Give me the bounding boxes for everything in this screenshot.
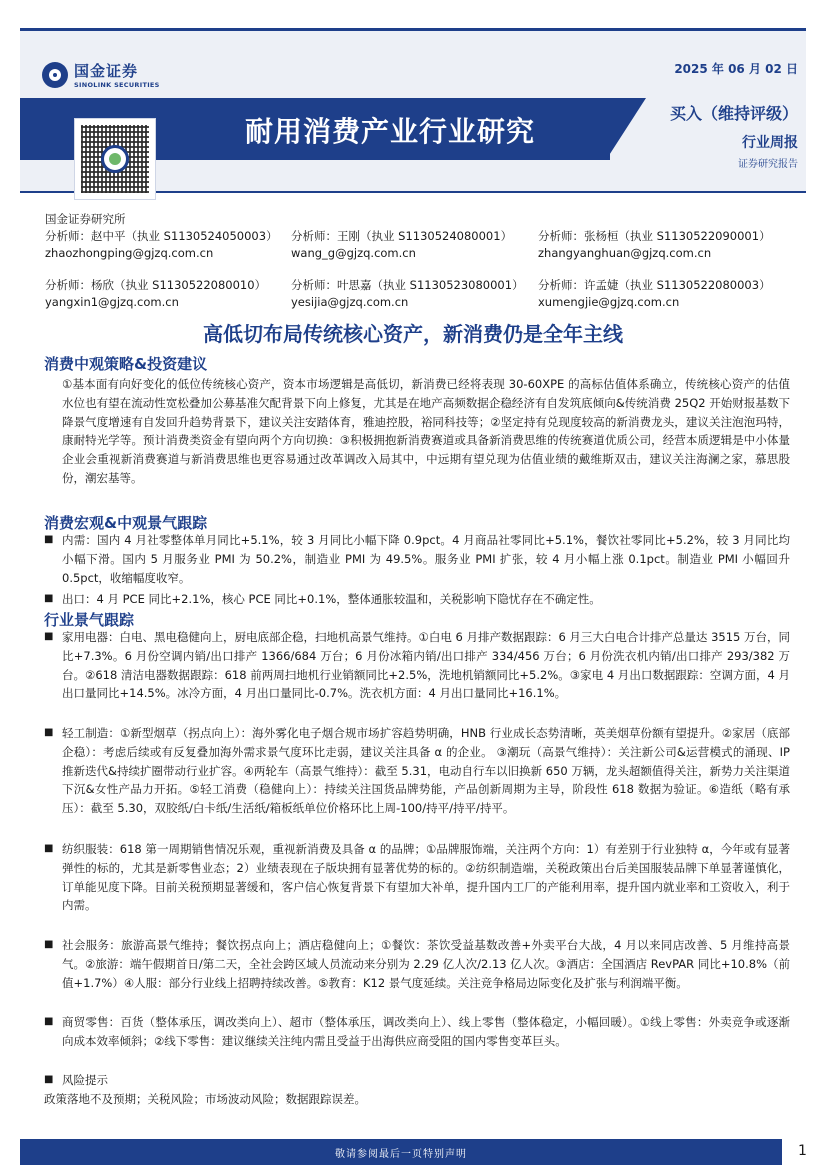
page-number: 1: [798, 1143, 807, 1159]
bullet-marker: ■: [44, 727, 54, 738]
strategy-paragraph: ①基本面有向好变化的低位传统核心资产，资本市场逻辑是高低切，新消费已经将表现 30-60XPE 的高标估值体系确立，传统核心资产的估值水位也有望在流动性宽松叠加公募基准欠配背景下向上修复，尤其是在地产高频数据企稳经济有自发筑底倾向&传统消费 25Q2 开始财报基数下降景气度增速有自发回升趋势背景下，建议关注安踏体育，雅迪控股，裕同科技等；②坚定持有兑现度较高的新消费龙头，建议关注泡泡玛特，康耐特光学等。预计消费类资金有望向两个方向切换：③积极拥抱新消费赛道或具备新消费思维的传统赛道优质公司，经营本质逻辑是中小体量企业会重视新消费赛道与新消费思维也更容易通过改革调改入局其中，中远期有望兑现为估值业绩的戴维斯双击，建议关注海澜之家，慕思股份，潮宏基等。: [62, 377, 790, 485]
bullet-textile-apparel: 纺织服装：618 第一周期销售情况乐观，重视新消费及具备 α 的品牌；①品牌服饰端，关注两个方向：1）有差别于行业独特 α，今年或有显著弹性的标的，尤其是新零售业态；2）业绩表现在子版块拥有显著优势的标的。②纺织制造端，关税政策出台后美国服装品牌下单显著谨慎化，订单能见度下降。目前关税预期显著缓和，客户信心恢复背景下有望加大补单，提升国内工厂的产能利用率，提升国内就业率和工资收入，利于内需。: [62, 842, 790, 913]
analyst-email: zhaozhongping@gjzq.com.cn: [45, 246, 214, 260]
analyst-name: 分析师：赵中平（执业 S1130524050003）: [45, 229, 278, 243]
section-title-industry: 行业景气跟踪: [44, 611, 135, 629]
bullet-marker: ■: [44, 631, 54, 642]
bullet-home-appliances: 家用电器：白电、黑电稳健向上，厨电底部企稳，扫地机高景气维持。①白电 6 月排产数据跟踪：6 月三大白电合计排产总量达 3515 万台，同比+7.3%。6 月份空调内销/出口排产 1366/684 万台；6 月份冰箱内销/出口排产 334/456 万台；6 月份洗衣机内销/出口排产 293/382 万台。②618 清洁电器数据跟踪：618 前两周扫地机行业销额同比+2.5%，洗地机销额同比+5.2%。③家电 4 月出口数据跟踪：空调方面，4 月出口量同比+14.5%。冰冷方面，4 月出口量同比-0.7%。洗衣机方面：4 月出口量同比+16.1%。: [62, 630, 790, 701]
bullet-marker: ■: [44, 534, 54, 545]
analyst-email: zhangyanghuan@gjzq.com.cn: [538, 246, 712, 260]
qr-code-icon: [74, 118, 156, 200]
analyst-email: yangxin1@gjzq.com.cn: [45, 295, 179, 309]
analyst-3: [538, 228, 771, 262]
header-top-rule: [20, 28, 806, 31]
analyst-1: [45, 228, 278, 262]
rating: 买入（维持评级）: [669, 104, 798, 123]
report-type: 行业周报: [742, 135, 798, 151]
bullet-social-services: 社会服务：旅游高景气维持；餐饮拐点向上；酒店稳健向上；①餐饮：茶饮受益基数改善+外卖平台大战，4 月以来同店改善、5 月维持高景气。②旅游：端午假期首日/第二天，全社会跨区域人员流动来分别为 2.29 亿人次/2.13 亿人次。③酒店：全国酒店 RevPAR 同比+10.8%（前值+1.7%）④人服：部分行业线上招聘持续改善。⑤教育：K12 景气度延续。关注竞争格局边际变化及扩张与利润端平衡。: [62, 938, 790, 990]
logo-cn: 国金证券: [74, 62, 139, 80]
footer-disclaimer: 敬请参阅最后一页特别声明: [335, 1149, 467, 1160]
risk-text: 政策落地不及预期；关税风险；市场波动风险；数据跟踪误差。: [44, 1092, 366, 1106]
analyst-2: [291, 228, 512, 262]
title-bar-edge: [606, 98, 646, 160]
bullet-retail: 商贸零售：百货（整体承压，调改类向上）、超市（整体承压，调改类向上）、线上零售（整体稳定，小幅回暖）。①线上零售：外卖竞争或逐渐向成本效率倾斜；②线下零售：建议继续关注纯内需且受益于出海供应商受阻的国内零售变革巨头。: [62, 1015, 790, 1048]
analyst-email: wang_g@gjzq.com.cn: [291, 246, 416, 260]
bullet-marker: ■: [44, 1074, 54, 1085]
analyst-name: 分析师：王刚（执业 S1130524080001）: [291, 229, 513, 243]
section-title-macro: 消费宏观&中观景气跟踪: [44, 514, 208, 532]
analyst-6: [538, 277, 771, 311]
bullet-light-industry: 轻工制造：①新型烟草（拐点向上）：海外雾化电子烟合规市场扩容趋势明确，HNB 行业成长态势清晰，英美烟草份额有望提升。②家居（底部企稳）：考虑后续或有反复叠加海外需求景气度环比走弱，建议关注具备 α 的企业。 ③潮玩（高景气维持）：关注新公司&运营模式的涌现、IP 推新迭代&持续扩圈带动行业扩容。④两轮车（高景气维持）：截至 5.31，电动自行车以旧换新 650 万辆，龙头超额值得关注，新势力关注渠道下沉&女性产品力开拓。⑤轻工消费（稳健向上）：持续关注国货品牌势能，产品创新周期为主导，阶段性 618 数据为验证。⑥造纸（略有承压）：截至 5.30，双胶纸/白卡纸/生活纸/箱板纸单位价格环比上周-100/持平/持平/持平。: [62, 726, 790, 816]
analyst-name: 分析师：叶思嘉（执业 S1130523080001）: [291, 278, 524, 292]
logo-en: SINOLINK SECURITIES: [74, 81, 160, 89]
analyst-email: xumengjie@gjzq.com.cn: [538, 295, 680, 309]
logo-mark-icon: [42, 62, 68, 88]
bullet-marker: ■: [44, 1016, 54, 1027]
risk-heading: 风险提示: [62, 1073, 108, 1087]
bullet-marker: ■: [44, 843, 54, 854]
report-title: 耐用消费产业行业研究: [245, 115, 536, 148]
bullet-export: 出口：4 月 PCE 同比+2.1%，核心 PCE 同比+0.1%，整体通胀较温和，关税影响下隐忧存在不确定性。: [62, 592, 601, 606]
company-logo: [42, 60, 160, 89]
analyst-4: [45, 277, 266, 311]
headline: 高低切布局传统核心资产，新消费仍是全年主线: [203, 322, 623, 346]
bullet-marker: ■: [44, 593, 54, 604]
bullet-domestic-demand: 内需：国内 4 月社零整体单月同比+5.1%，较 3 月同比小幅下降 0.9pct。4 月商品社零同比+5.1%，餐饮社零同比+5.2%，较 3 月同比均小幅下滑。国内 5 月服务业 PMI 为 50.2%，制造业 PMI 为 49.5%。服务业 PMI 扩张，较 4 月小幅上涨 0.1pct。制造业 PMI 小幅回升 0.5pct，收缩幅度收窄。: [62, 533, 790, 585]
research-institute: 国金证券研究所: [45, 212, 126, 226]
report-category: 证券研究报告: [738, 159, 798, 170]
bullet-marker: ■: [44, 939, 54, 950]
analyst-email: yesijia@gjzq.com.cn: [291, 295, 409, 309]
analyst-5: [291, 277, 524, 311]
analyst-name: 分析师：张杨桓（执业 S1130522090001）: [538, 229, 771, 243]
section-title-strategy: 消费中观策略&投资建议: [44, 355, 208, 373]
analyst-name: 分析师：杨欣（执业 S1130522080010）: [45, 278, 267, 292]
analyst-name: 分析师：许孟婕（执业 S1130522080003）: [538, 278, 771, 292]
report-date: 2025 年 06 月 02 日: [674, 62, 798, 76]
